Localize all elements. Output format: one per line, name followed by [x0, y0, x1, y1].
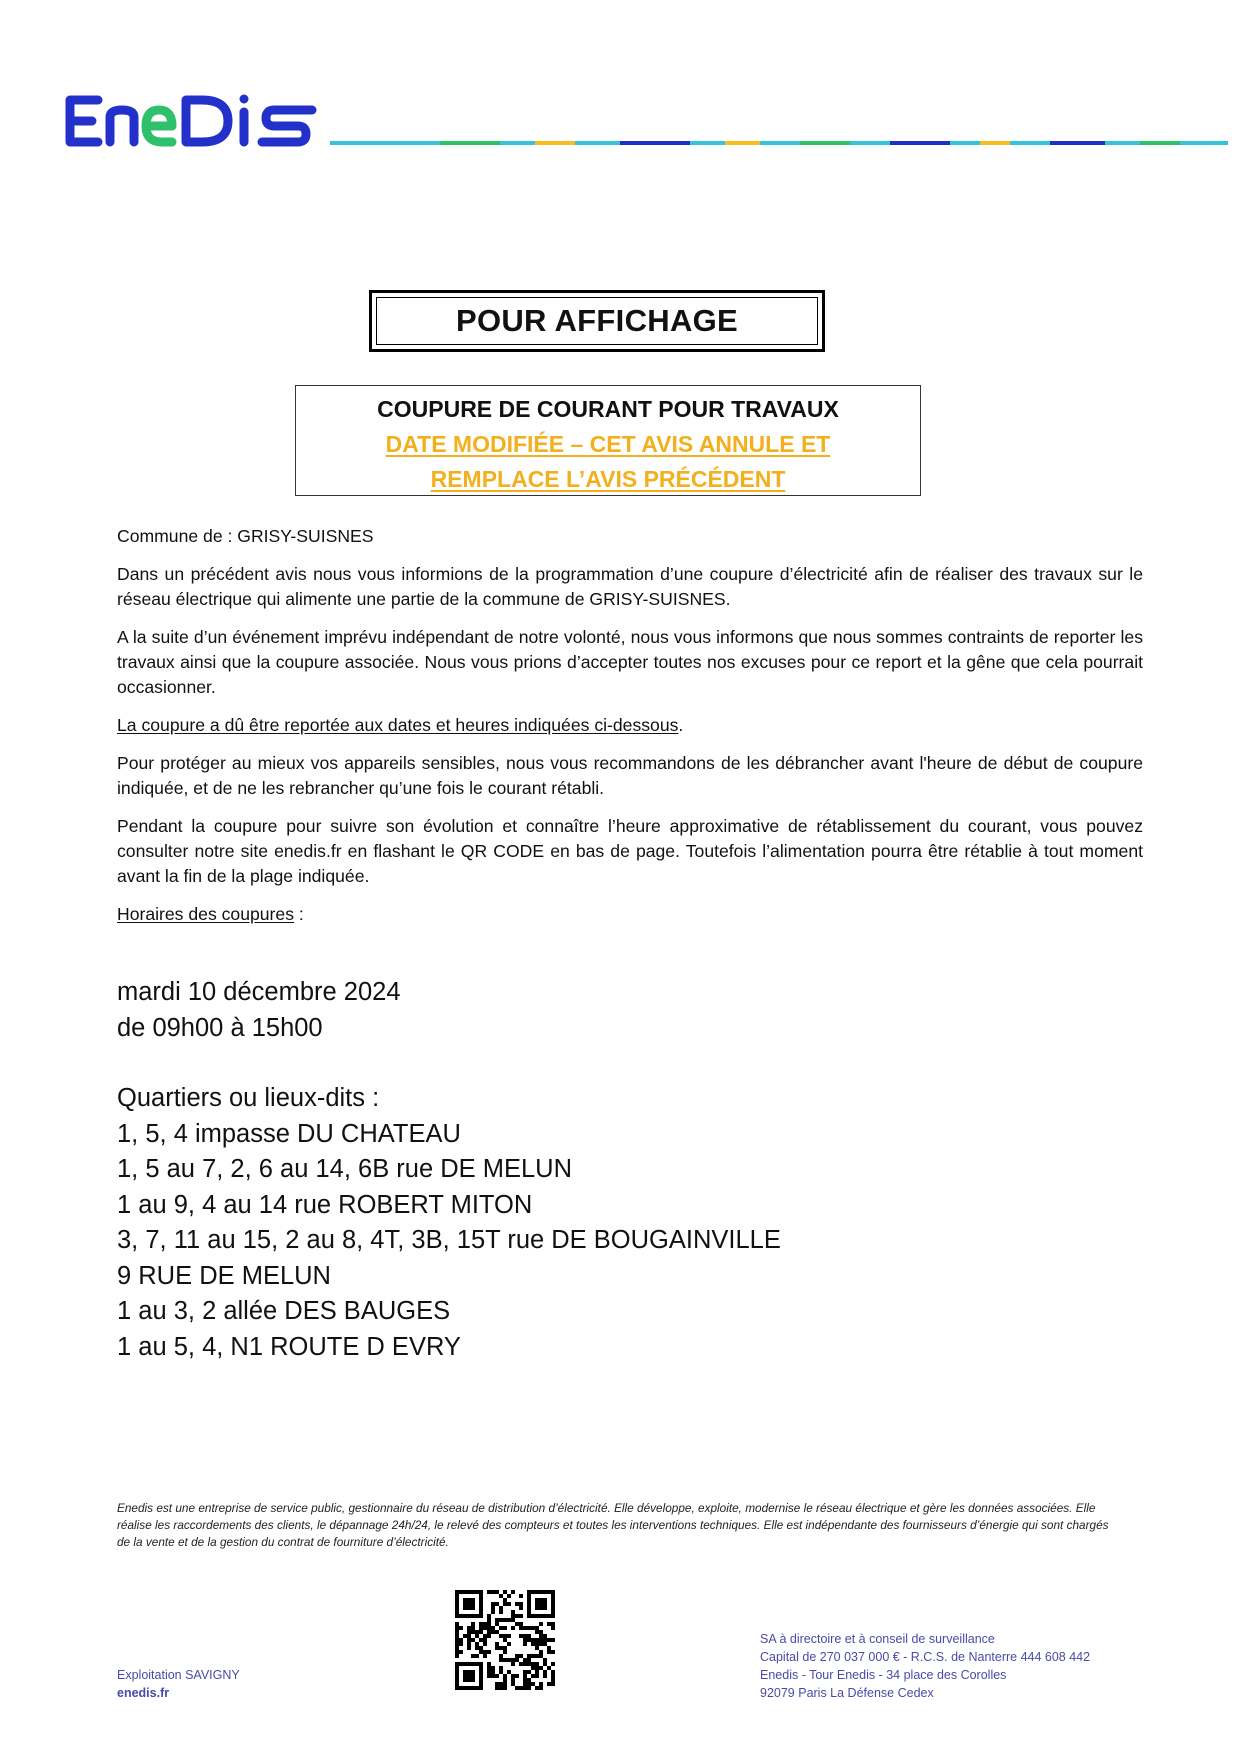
footer-company-info — [760, 1630, 1090, 1702]
area-item: 1 au 3, 2 allée DES BAUGES — [117, 1297, 451, 1325]
reported-notice: La coupure a dû être reportée aux dates et heures indiquées ci-dessous — [117, 715, 679, 735]
footer-left — [117, 1666, 240, 1702]
enedis-logo — [62, 92, 322, 150]
area-item: 1, 5 au 7, 2, 6 au 14, 6B rue DE MELUN — [117, 1155, 573, 1183]
paragraph-1: Dans un précédent avis nous vous informions de la programmation d’une coupure d’électricité afin de réaliser des travaux sur le réseau électrique qui alimente une partie de la commune de GRISY-SUISNES. — [117, 564, 1143, 609]
area-item: 1, 5, 4 impasse DU CHATEAU — [117, 1119, 461, 1148]
paragraph-4: Pour protéger au mieux vos appareils sensibles, nous vous recommandons de les débrancher avant l'heure de début de coupure indiquée, et de ne les rebrancher qu’une fois le courant rétabli. — [117, 753, 1143, 798]
website-link[interactable]: enedis.fr — [117, 1686, 170, 1700]
outage-date: mardi 10 décembre 2024 — [117, 978, 401, 1006]
paragraph-5: Pendant la coupure pour suivre son évolution et connaître l’heure approximative de rétablissement du courant, vous pouvez consulter notre site enedis.fr en flashant le QR CODE en bas de page. Toutefois l’alimentation pourra être rétablie à tout moment avant la fin de la plage indiquée. — [117, 816, 1143, 886]
notice-line-2: DATE MODIFIÉE – CET AVIS ANNULE ET — [385, 431, 831, 457]
notice-line-3: REMPLACE L’AVIS PRÉCÉDENT — [430, 466, 786, 492]
qr-code[interactable] — [455, 1590, 555, 1690]
area-item: 1 au 9, 4 au 14 rue ROBERT MITON — [117, 1190, 533, 1219]
commune-line: Commune de : GRISY-SUISNES — [117, 526, 374, 546]
pour-affichage-title: POUR AFFICHAGE — [376, 297, 818, 345]
areas-label: Quartiers ou lieux-dits : — [117, 1084, 380, 1112]
pour-affichage-box — [369, 290, 825, 352]
schedule — [117, 975, 1017, 1365]
area-item: 9 RUE DE MELUN — [117, 1261, 331, 1290]
paragraph-2: A la suite d’un événement imprévu indépendant de notre volonté, nous vous informons que nous sommes contraints de reporter les travaux ainsi que la coupure associée. Nous vous prions d’accepter toutes nos excuses pour ce report et la gêne que cela pourrait occasionner. — [117, 627, 1143, 697]
horaires-heading — [117, 902, 1143, 927]
company-line: Enedis - Tour Enedis - 34 place des Corolles — [760, 1668, 1007, 1682]
area-item: 1 au 5, 4, N1 ROUTE D EVRY — [117, 1332, 461, 1361]
outage-hours: de 09h00 à 15h00 — [117, 1013, 323, 1042]
company-line: 92079 Paris La Défense Cedex — [760, 1686, 934, 1700]
exploitation-label: Exploitation SAVIGNY — [117, 1668, 240, 1682]
body-text — [117, 524, 1143, 940]
company-line: Capital de 270 037 000 € - R.C.S. de Nanterre 444 608 442 — [760, 1650, 1091, 1664]
paragraph-3 — [117, 713, 1143, 738]
paragraph-3-end: . — [678, 715, 684, 735]
horaires-label: Horaires des coupures — [117, 904, 295, 924]
notice-box — [295, 385, 921, 496]
horaires-suffix: : — [294, 904, 304, 924]
notice-line-1: COUPURE DE COURANT POUR TRAVAUX — [377, 396, 839, 422]
header-color-line — [330, 140, 1228, 146]
company-line: SA à directoire et à conseil de surveillance — [760, 1632, 995, 1646]
legal-notice: Enedis est une entreprise de service public, gestionnaire du réseau de distribution d’électricité. Elle développe, exploite, modernise le réseau électrique et gère les données associées. Elle réalise les raccordements des clients, le dépannage 24h/24, le relevé des compteurs et toutes les interventions techniques. Elle est indépendante des fournisseurs d’énergie qui sont chargés de la vente et de la gestion du contrat de fourniture d’électricité. — [117, 1501, 1109, 1549]
area-item: 3, 7, 11 au 15, 2 au 8, 4T, 3B, 15T rue DE BOUGAINVILLE — [117, 1226, 781, 1254]
